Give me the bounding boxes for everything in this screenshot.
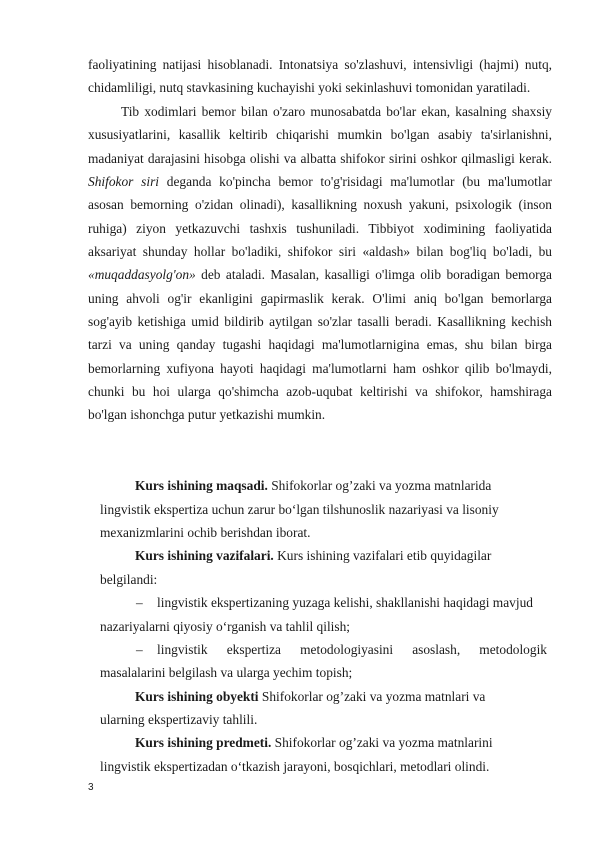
word: asoslash, (412, 642, 461, 657)
italic-term: Shifokor siri (88, 174, 160, 190)
section-label: Kurs ishining predmeti. (135, 735, 272, 750)
section-label: Kurs ishining obyekti (135, 689, 259, 704)
list-item-text (157, 638, 547, 661)
word: ekspertiza (226, 642, 281, 657)
text-line: belgilandi: (100, 572, 158, 587)
section-label: Kurs ishining vazifalari. (135, 548, 274, 563)
paragraph-text: deganda ko'pincha bemor to'g'risidagi ma'lumotlar (bu ma'lumotlar asosan bemorning o'zidan olinadi), kasallikning noxush yakuni, psixologik (inson ruhiga) ziyon yetkazuvchi tashxis tushuniladi. Tibbiyot xodimining faoliyatida aksariyat shunday hollar bo'ladiki, shifokor siri «aldash» bilan bog'liq bo'ladi, bu (88, 174, 552, 260)
paragraph-text: deb ataladi. Masalan, kasalligi o'limga olib boradigan bemorga uning ahvoli og'ir ekanligini gapirmaslik kerak. O'limi aniq bo'lgan bemorlarga sog'ayib ketishiga umid bildirib aytilgan so'zlar tasalli beradi. Kasallikning kechish tarzi va uning qanday tugashi haqidagi ma'lumotlarnigina emas, shu bilan birga bemorlarning xufiyona hayoti haqidagi ma'lumotlarni ham oshkor qilib bo'lmaydi, chunki bu hoi ularga qo'shimcha azob-uqubat keltirishi va shifokor, hamshiraga bo'lgan ishonchga putur yetkazishi mumkin. (88, 267, 552, 423)
section-text: Shifokorlar og’zaki va yozma matnlarida (271, 478, 492, 493)
word: lingvistik (157, 642, 208, 657)
section-text: Shifokorlar og’zaki va yozma matnlari va (261, 689, 486, 704)
paragraph-doctor-secret (88, 100, 552, 427)
paragraph-text: Tib xodimlari bemor bilan o'zaro munosabatda bo'lar ekan, kasalning shaxsiy xususiyatlarini, kasallik keltirib chiqarishi mumkin bo'lgan asabiy ta'sirlanishni, madaniyat darajasini hisobga olishi va albatta shifokor sirini oshkor qilmasligi kerak. (88, 104, 552, 166)
text-line: lingvistik ekspertiza uchun zarur bo‘lgan tilshunoslik nazariyasi va lisoniy (100, 502, 499, 517)
list-item-text: masalalarini belgilash va ularga yechim topish; (100, 665, 353, 680)
section-goal (135, 474, 491, 497)
word: metodologiyasini (300, 642, 394, 657)
section-text: Shifokorlar og’zaki va yozma matnlarini (274, 735, 493, 750)
section-text: Kurs ishining vazifalari etib quyidagilar (277, 548, 492, 563)
text-line: ularning ekspertizaviy tahlili. (100, 712, 258, 727)
list-dash: – (136, 642, 143, 657)
text-line: mexanizmlarini ochib berishdan iborat. (100, 525, 311, 540)
list-dash: – (136, 595, 143, 610)
word: metodologik (479, 642, 547, 657)
list-item-text: nazariyalarni qiyosiy o‘rganish va tahlil qilish; (100, 619, 351, 634)
page-number: 3 (88, 782, 94, 793)
section-object (135, 685, 485, 708)
text-line: lingvistik ekspertizadan o‘tkazish jarayoni, bosqichlari, metodlari olindi. (100, 759, 490, 774)
italic-term: «muqaddasyolg'on» (88, 267, 196, 283)
paragraph-intonation: faoliyatining natijasi hisoblanadi. Intonatsiya so'zlashuvi, intensivligi (hajmi) nutq, chidamliligi, nutq stavkasining kuchayishi yoki sekinlashuvi tomonidan yaratiladi. (88, 57, 552, 96)
section-tasks (135, 544, 491, 567)
list-item-text: lingvistik ekspertizaning yuzaga kelishi, shakllanishi haqidagi mavjud (157, 595, 533, 610)
section-label: Kurs ishining maqsadi. (135, 478, 268, 493)
section-subject (135, 731, 493, 754)
